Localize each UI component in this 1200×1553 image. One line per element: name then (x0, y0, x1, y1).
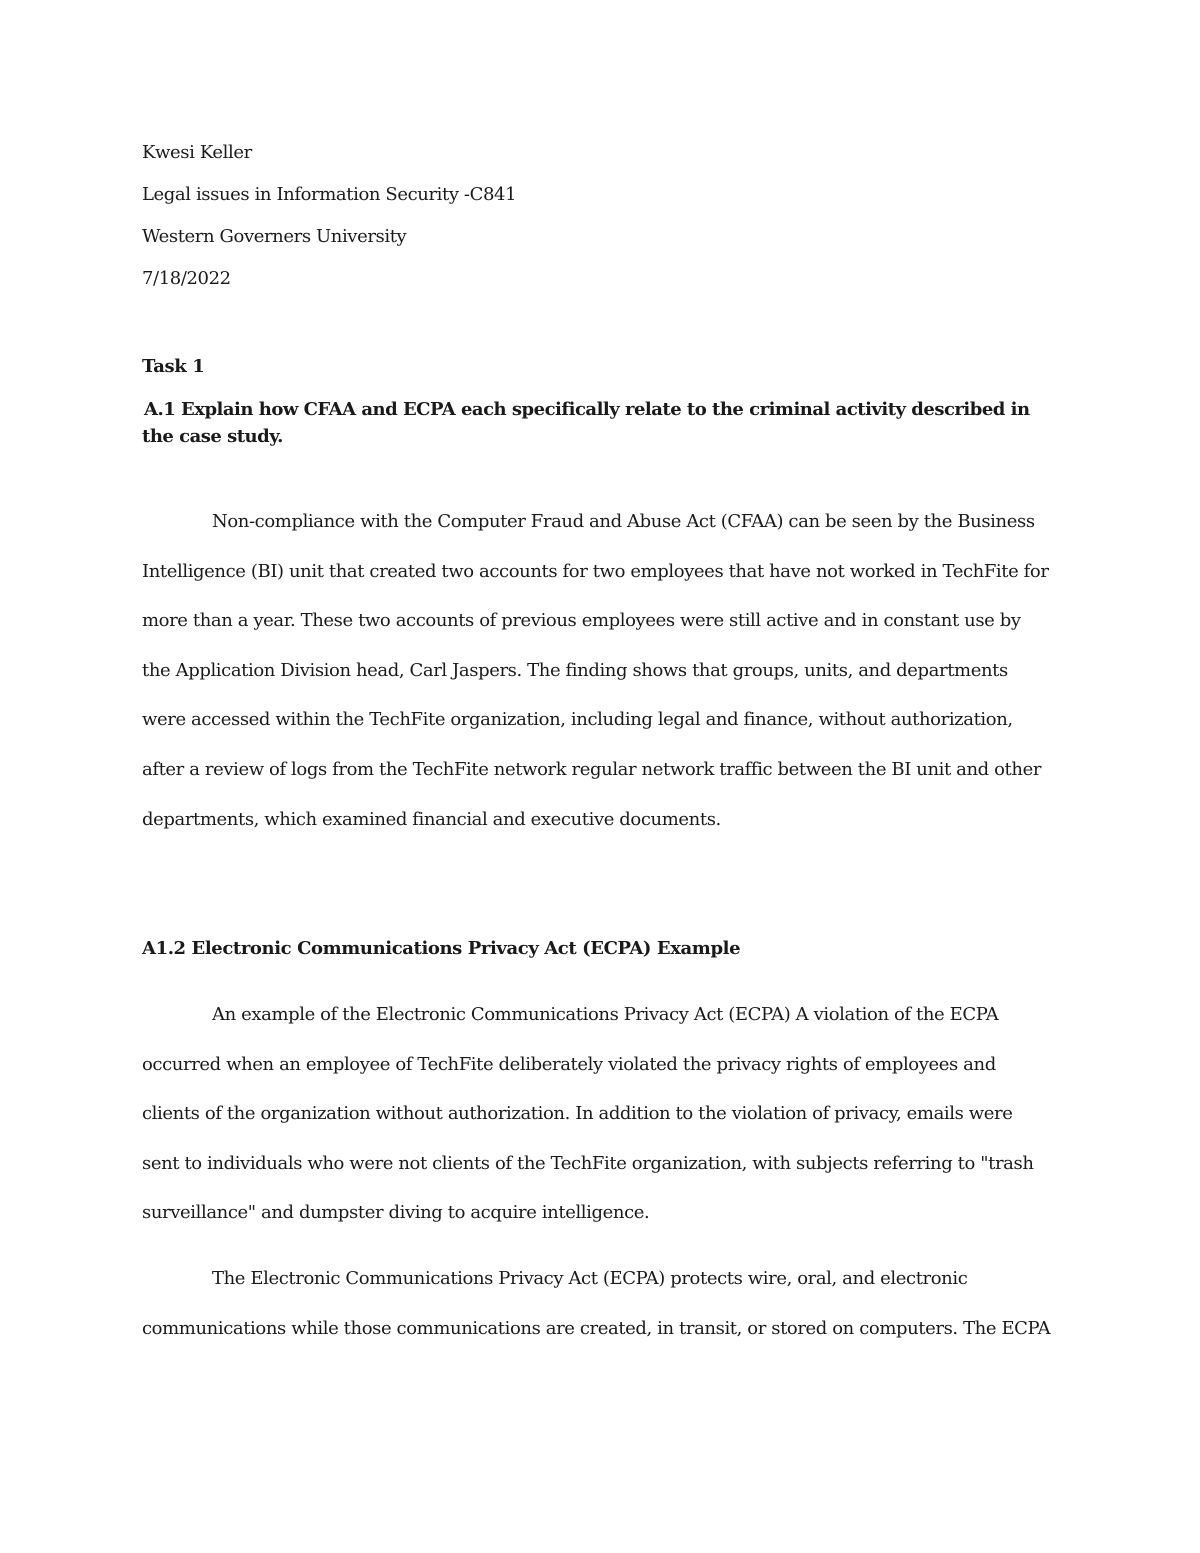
course-title: Legal issues in Information Security -C841 (142, 184, 517, 205)
task-title: Task 1 (142, 356, 205, 377)
author-name: Kwesi Keller (142, 142, 252, 163)
question-heading: A.1 Explain how CFAA and ECPA each specifically relate to the criminal activity described in the case study. (142, 399, 1030, 447)
ecpa-section-heading: A1.2 Electronic Communications Privacy Act (ECPA) Example (142, 938, 741, 959)
university-name: Western Governers University (142, 226, 407, 247)
ecpa-paragraph-2: The Electronic Communications Privacy Act (ECPA) protects wire, oral, and electronic communications while those communications are created, in transit, or stored on computers. The ECPA (142, 1268, 1051, 1339)
ecpa-paragraph-1: An example of the Electronic Communications Privacy Act (ECPA) A violation of the ECPA occurred when an employee of TechFite deliberately violated the privacy rights of employees and clients of the organization without authorization. In addition to the violation of privacy, emails were sent to individuals who were not clients of the TechFite organization, with subjects referring to "trash surveillance" and dumpster diving to acquire intelligence. (142, 1004, 1034, 1224)
cfaa-paragraph: Non-compliance with the Computer Fraud and Abuse Act (CFAA) can be seen by the Business Intelligence (BI) unit that created two accounts for two employees that have not worked in TechFite for more than a year. These two accounts of previous employees were still active and in constant use by the Application Division head, Carl Jaspers. The finding shows that groups, units, and departments were accessed within the TechFite organization, including legal and finance, without authorization, after a review of logs from the TechFite network regular network traffic between the BI unit and other departments, which examined financial and executive documents. (142, 511, 1049, 830)
document-date: 7/18/2022 (142, 268, 231, 289)
